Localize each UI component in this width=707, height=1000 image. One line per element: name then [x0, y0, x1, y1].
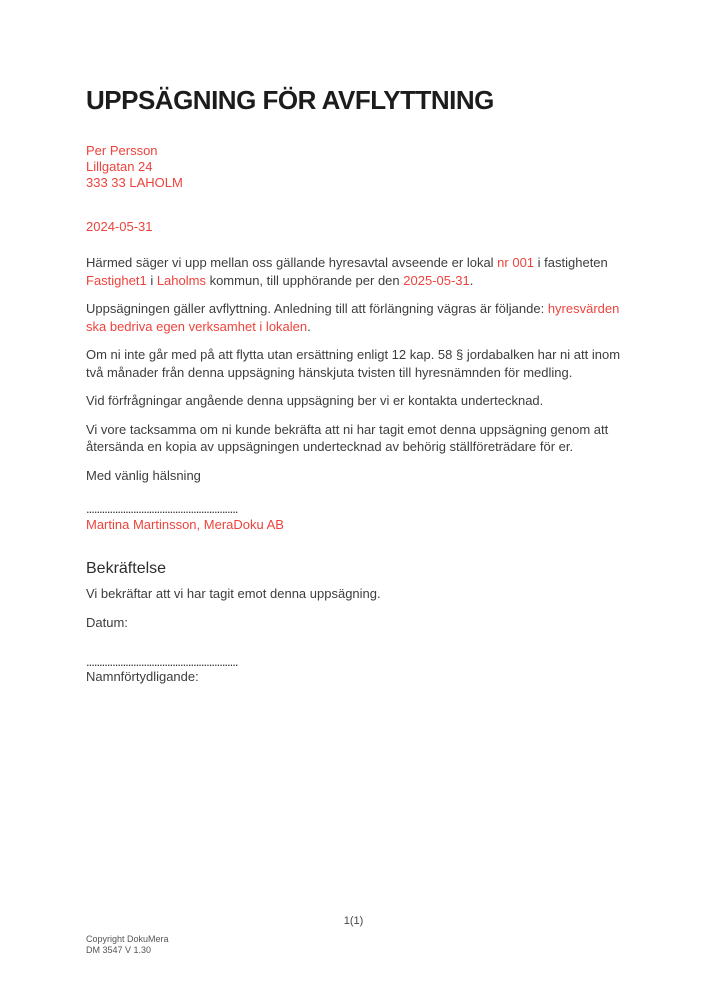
- recipient-name: Per Persson: [86, 143, 158, 158]
- date-label: Datum:: [86, 614, 128, 630]
- confirmation-section: [86, 560, 631, 686]
- copyright-block: [86, 934, 169, 956]
- document-id-version: DM 3547 V 1.30: [86, 945, 152, 955]
- signature-block: [86, 502, 631, 533]
- body-paragraph-5: Vi vore tacksamma om ni kunde bekräfta att ni har tagit emot denna uppsägning genom att återsända en kopia av uppsägningen undertecknad av behörig ställföreträdare för er.: [86, 421, 609, 454]
- copyright-line: Copyright DokuMera: [86, 934, 169, 944]
- signature-line: ..........................................................: [86, 501, 238, 516]
- confirmation-text: Vi bekräftar att vi har tagit emot denna uppsägning.: [86, 586, 381, 601]
- body-paragraph-2: Uppsägningen gäller avflyttning. Anledning till att förlängning vägras är följande: hyresvärden ska bedriva egen verksamhet i lokalen.: [86, 301, 620, 334]
- recipient-postal-city: 333 33 LAHOLM: [86, 175, 183, 190]
- confirmation-heading: Bekräftelse: [86, 560, 167, 577]
- body-paragraph-4: Vid förfrågningar angående denna uppsägning ber vi er kontakta undertecknad.: [86, 393, 544, 408]
- document-title: UPPSÄGNING FÖR AVFLYTTNING: [86, 85, 494, 115]
- page-number: 1(1): [343, 915, 364, 927]
- recipient-block: [86, 143, 631, 191]
- signer-name: Martina Martinsson, MeraDoku AB: [86, 517, 284, 532]
- confirmation-signature-line: ..........................................................: [86, 654, 238, 669]
- body-paragraph-1: Härmed säger vi upp mellan oss gällande hyresavtal avseende er lokal nr 001 i fastigheten Fastighet1 i Laholms kommun, till upphörande per den 2025-05-31.: [86, 255, 608, 288]
- body-paragraph-3: Om ni inte går med på att flytta utan ersättning enligt 12 kap. 58 § jordabalken har ni att inom två månader från denna uppsägning hänskjuta tvisten till hyresnämnden för medling.: [86, 347, 621, 380]
- recipient-street: Lillgatan 24: [86, 159, 153, 174]
- closing-phrase: Med vänlig hälsning: [86, 467, 201, 483]
- document-content: [86, 0, 631, 686]
- document-body: [86, 254, 631, 484]
- name-clarification-label: Namnförtydligande:: [86, 669, 199, 684]
- document-date: 2024-05-31: [86, 219, 153, 234]
